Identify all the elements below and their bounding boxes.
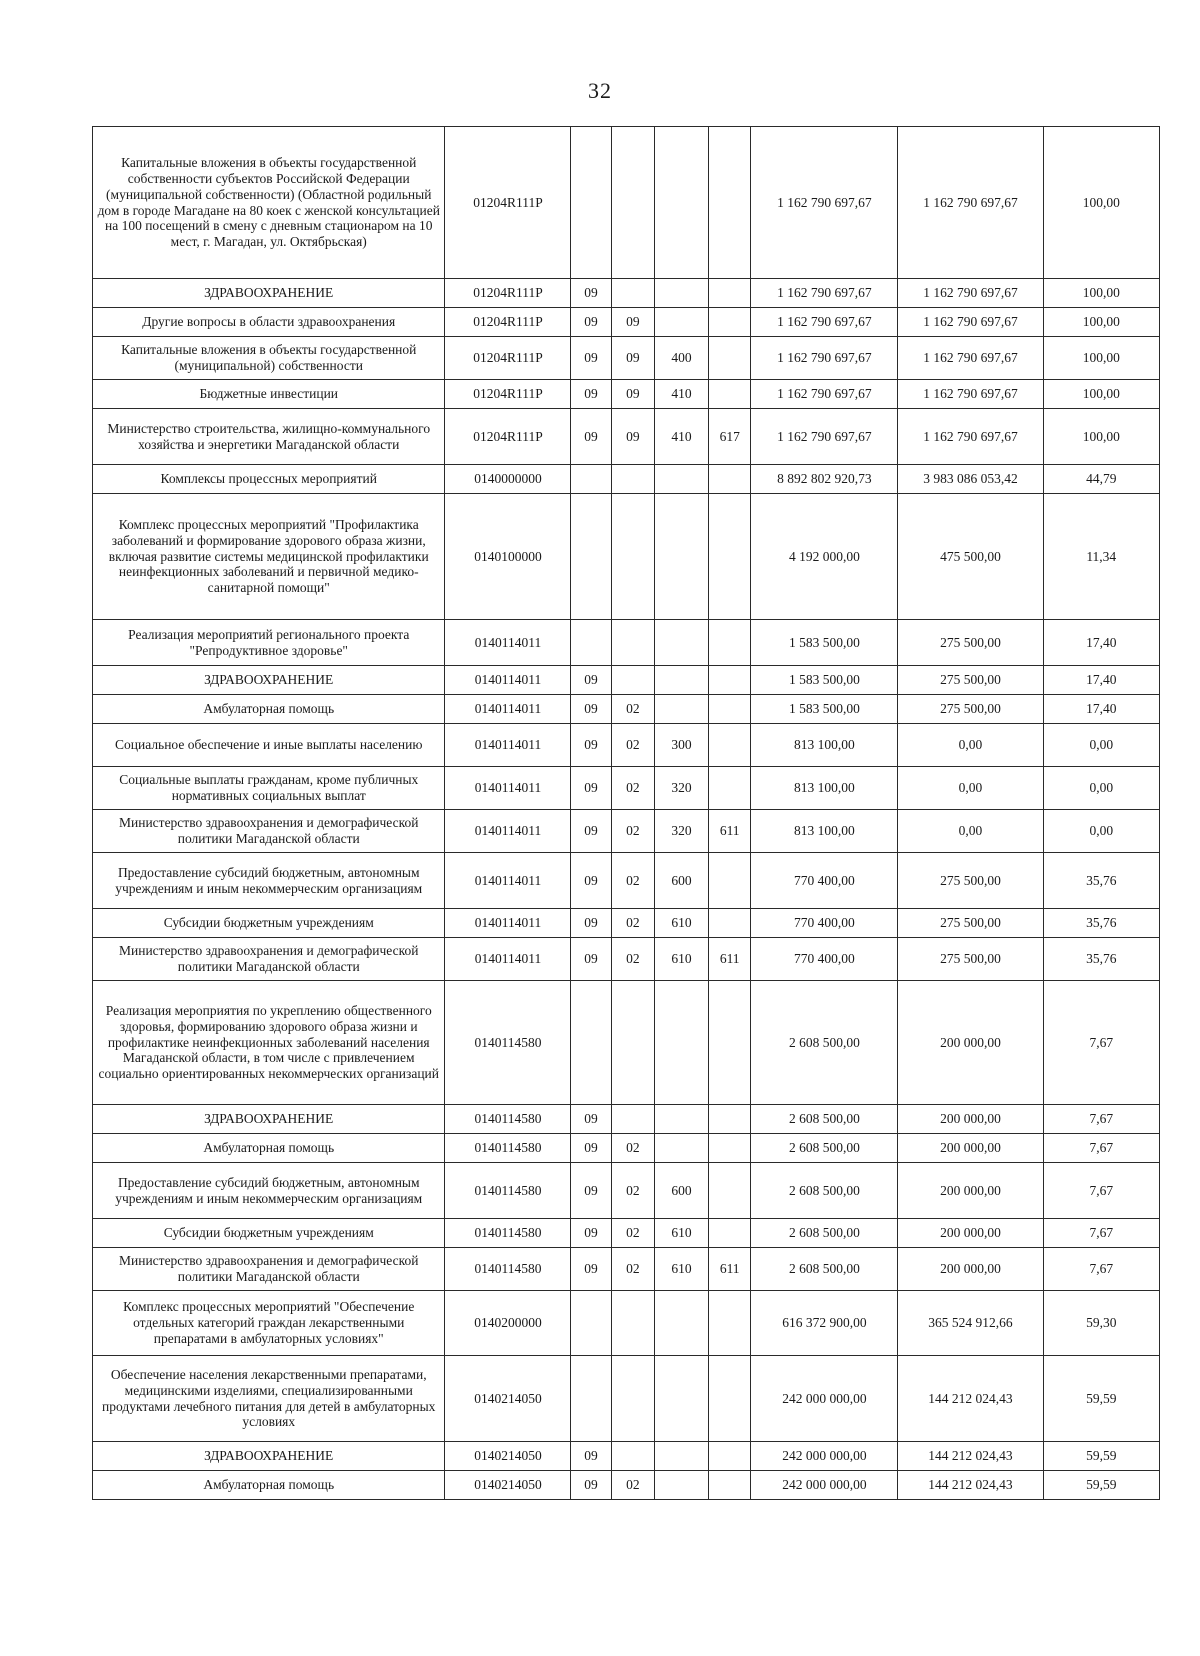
row-target-code: 0140114011 xyxy=(445,909,571,938)
row-target-code: 0140214050 xyxy=(445,1471,571,1500)
row-target-code: 01204R111P xyxy=(445,337,571,380)
table-row xyxy=(93,620,1160,666)
row-name: Социальное обеспечение и иные выплаты населению xyxy=(93,724,445,767)
row-name: Предоставление субсидий бюджетным, автономным учреждениям и иным некоммерческим организациям xyxy=(93,1163,445,1219)
row-subsection xyxy=(611,666,654,695)
row-expense-type: 610 xyxy=(655,1248,709,1291)
row-plan: 2 608 500,00 xyxy=(751,981,898,1105)
row-target-code: 0140114580 xyxy=(445,981,571,1105)
row-percent: 100,00 xyxy=(1043,279,1160,308)
table-row xyxy=(93,981,1160,1105)
row-section: 09 xyxy=(571,1442,611,1471)
table-row xyxy=(93,1248,1160,1291)
row-percent: 7,67 xyxy=(1043,1105,1160,1134)
row-admin-code xyxy=(709,853,751,909)
row-target-code: 0140214050 xyxy=(445,1442,571,1471)
row-section xyxy=(571,1291,611,1356)
table-row xyxy=(93,1105,1160,1134)
row-plan: 242 000 000,00 xyxy=(751,1442,898,1471)
row-plan: 242 000 000,00 xyxy=(751,1356,898,1442)
table-row xyxy=(93,666,1160,695)
row-subsection: 02 xyxy=(611,1248,654,1291)
row-plan: 2 608 500,00 xyxy=(751,1219,898,1248)
row-subsection xyxy=(611,494,654,620)
row-target-code: 0140114580 xyxy=(445,1219,571,1248)
row-subsection xyxy=(611,1356,654,1442)
row-subsection: 02 xyxy=(611,853,654,909)
row-subsection: 09 xyxy=(611,308,654,337)
row-fact: 200 000,00 xyxy=(898,1134,1043,1163)
row-name: Капитальные вложения в объекты государственной собственности субъектов Российской Федерации (муниципальной собственности) (Областной родильный дом в городе Магадане на 80 коек с женской консультацией на 100 посещений в смену с дневным стационаром на 10 мест, г. Магадан, ул. Октябрьская) xyxy=(93,127,445,279)
row-target-code: 0140114580 xyxy=(445,1163,571,1219)
row-subsection xyxy=(611,127,654,279)
row-percent: 59,59 xyxy=(1043,1442,1160,1471)
row-subsection xyxy=(611,1442,654,1471)
row-name: Бюджетные инвестиции xyxy=(93,380,445,409)
table-row xyxy=(93,1219,1160,1248)
row-subsection: 02 xyxy=(611,767,654,810)
row-admin-code xyxy=(709,465,751,494)
row-target-code: 0140114011 xyxy=(445,938,571,981)
row-plan: 1 583 500,00 xyxy=(751,620,898,666)
row-admin-code xyxy=(709,666,751,695)
table-row xyxy=(93,380,1160,409)
table-row xyxy=(93,909,1160,938)
row-fact: 144 212 024,43 xyxy=(898,1356,1043,1442)
row-subsection xyxy=(611,465,654,494)
row-target-code: 0140114011 xyxy=(445,767,571,810)
row-fact: 0,00 xyxy=(898,810,1043,853)
row-fact: 1 162 790 697,67 xyxy=(898,380,1043,409)
row-admin-code xyxy=(709,1442,751,1471)
row-fact: 1 162 790 697,67 xyxy=(898,279,1043,308)
row-expense-type xyxy=(655,981,709,1105)
row-expense-type xyxy=(655,127,709,279)
row-target-code: 01204R111P xyxy=(445,127,571,279)
row-plan: 1 583 500,00 xyxy=(751,695,898,724)
row-subsection: 02 xyxy=(611,695,654,724)
row-plan: 770 400,00 xyxy=(751,853,898,909)
row-expense-type: 600 xyxy=(655,1163,709,1219)
row-plan: 8 892 802 920,73 xyxy=(751,465,898,494)
row-target-code: 01204R111P xyxy=(445,308,571,337)
row-percent: 7,67 xyxy=(1043,1163,1160,1219)
table-row xyxy=(93,1442,1160,1471)
row-percent: 59,59 xyxy=(1043,1356,1160,1442)
row-expense-type: 300 xyxy=(655,724,709,767)
row-fact: 144 212 024,43 xyxy=(898,1471,1043,1500)
table-row xyxy=(93,695,1160,724)
row-target-code: 0140200000 xyxy=(445,1291,571,1356)
row-percent: 59,30 xyxy=(1043,1291,1160,1356)
row-percent: 100,00 xyxy=(1043,308,1160,337)
row-subsection: 02 xyxy=(611,1471,654,1500)
row-target-code: 0140114580 xyxy=(445,1248,571,1291)
row-expense-type: 410 xyxy=(655,380,709,409)
row-target-code: 0140114011 xyxy=(445,724,571,767)
row-section xyxy=(571,981,611,1105)
row-percent: 0,00 xyxy=(1043,767,1160,810)
row-fact: 1 162 790 697,67 xyxy=(898,127,1043,279)
row-name: Министерство строительства, жилищно-коммунального хозяйства и энергетики Магаданской области xyxy=(93,409,445,465)
row-section: 09 xyxy=(571,1248,611,1291)
row-name: Предоставление субсидий бюджетным, автономным учреждениям и иным некоммерческим организациям xyxy=(93,853,445,909)
row-subsection: 02 xyxy=(611,810,654,853)
table-row xyxy=(93,127,1160,279)
table-row xyxy=(93,465,1160,494)
row-fact: 275 500,00 xyxy=(898,853,1043,909)
row-name: Реализация мероприятий регионального проекта "Репродуктивное здоровье" xyxy=(93,620,445,666)
row-expense-type: 320 xyxy=(655,810,709,853)
row-admin-code xyxy=(709,724,751,767)
table-row xyxy=(93,724,1160,767)
table-row xyxy=(93,1471,1160,1500)
row-section: 09 xyxy=(571,1105,611,1134)
row-percent: 17,40 xyxy=(1043,695,1160,724)
row-fact: 0,00 xyxy=(898,724,1043,767)
row-expense-type xyxy=(655,465,709,494)
row-section xyxy=(571,1356,611,1442)
row-expense-type xyxy=(655,1356,709,1442)
row-section: 09 xyxy=(571,767,611,810)
row-admin-code xyxy=(709,127,751,279)
row-name: Министерство здравоохранения и демографической политики Магаданской области xyxy=(93,810,445,853)
row-section: 09 xyxy=(571,724,611,767)
row-percent: 7,67 xyxy=(1043,1219,1160,1248)
row-fact: 275 500,00 xyxy=(898,695,1043,724)
row-admin-code xyxy=(709,1356,751,1442)
row-section: 09 xyxy=(571,1471,611,1500)
row-section: 09 xyxy=(571,1134,611,1163)
row-name: Другие вопросы в области здравоохранения xyxy=(93,308,445,337)
row-expense-type: 610 xyxy=(655,1219,709,1248)
row-name: Субсидии бюджетным учреждениям xyxy=(93,909,445,938)
row-target-code: 0140214050 xyxy=(445,1356,571,1442)
row-admin-code xyxy=(709,1105,751,1134)
row-name: Комплексы процессных мероприятий xyxy=(93,465,445,494)
table-row xyxy=(93,279,1160,308)
row-name: Амбулаторная помощь xyxy=(93,695,445,724)
row-target-code: 0140114011 xyxy=(445,853,571,909)
page-number: 32 xyxy=(588,78,612,103)
row-section: 09 xyxy=(571,938,611,981)
row-plan: 1 162 790 697,67 xyxy=(751,279,898,308)
table-row xyxy=(93,1163,1160,1219)
row-section: 09 xyxy=(571,853,611,909)
row-name: ЗДРАВООХРАНЕНИЕ xyxy=(93,1105,445,1134)
row-target-code: 0140100000 xyxy=(445,494,571,620)
row-subsection: 02 xyxy=(611,909,654,938)
row-section: 09 xyxy=(571,1163,611,1219)
row-target-code: 0140114011 xyxy=(445,620,571,666)
row-fact: 275 500,00 xyxy=(898,666,1043,695)
row-subsection: 02 xyxy=(611,1134,654,1163)
row-admin-code: 617 xyxy=(709,409,751,465)
row-admin-code: 611 xyxy=(709,938,751,981)
row-name: Реализация мероприятия по укреплению общественного здоровья, формированию здорового образа жизни и профилактике неинфекционных заболеваний населения Магаданской области, в том числе с привлечением социально ориентированных некоммерческих организаций xyxy=(93,981,445,1105)
row-plan: 2 608 500,00 xyxy=(751,1163,898,1219)
row-plan: 813 100,00 xyxy=(751,724,898,767)
row-fact: 0,00 xyxy=(898,767,1043,810)
row-section: 09 xyxy=(571,380,611,409)
row-plan: 4 192 000,00 xyxy=(751,494,898,620)
row-expense-type: 320 xyxy=(655,767,709,810)
row-section: 09 xyxy=(571,695,611,724)
table-row xyxy=(93,1291,1160,1356)
row-admin-code xyxy=(709,1134,751,1163)
row-expense-type: 610 xyxy=(655,909,709,938)
row-subsection xyxy=(611,1105,654,1134)
row-section: 09 xyxy=(571,279,611,308)
row-name: Комплекс процессных мероприятий "Профилактика заболеваний и формирование здорового образа жизни, включая развитие системы медицинской профилактики неинфекционных заболеваний и первичной медико-санитарной помощи" xyxy=(93,494,445,620)
row-admin-code xyxy=(709,909,751,938)
row-expense-type xyxy=(655,1291,709,1356)
row-name: ЗДРАВООХРАНЕНИЕ xyxy=(93,666,445,695)
row-percent: 17,40 xyxy=(1043,620,1160,666)
table-row xyxy=(93,810,1160,853)
row-admin-code: 611 xyxy=(709,810,751,853)
row-section: 09 xyxy=(571,308,611,337)
row-plan: 616 372 900,00 xyxy=(751,1291,898,1356)
row-section: 09 xyxy=(571,810,611,853)
row-admin-code xyxy=(709,695,751,724)
row-percent: 7,67 xyxy=(1043,1134,1160,1163)
row-section: 09 xyxy=(571,337,611,380)
row-plan: 1 162 790 697,67 xyxy=(751,337,898,380)
row-plan: 813 100,00 xyxy=(751,767,898,810)
row-target-code: 01204R111P xyxy=(445,279,571,308)
row-percent: 100,00 xyxy=(1043,337,1160,380)
row-percent: 7,67 xyxy=(1043,1248,1160,1291)
row-fact: 200 000,00 xyxy=(898,1105,1043,1134)
row-target-code: 01204R111P xyxy=(445,409,571,465)
table-row xyxy=(93,494,1160,620)
row-admin-code xyxy=(709,380,751,409)
row-percent: 100,00 xyxy=(1043,409,1160,465)
row-name: Министерство здравоохранения и демографической политики Магаданской области xyxy=(93,1248,445,1291)
row-expense-type xyxy=(655,308,709,337)
row-target-code: 01204R111P xyxy=(445,380,571,409)
row-target-code: 0140114011 xyxy=(445,666,571,695)
row-percent: 35,76 xyxy=(1043,853,1160,909)
budget-table xyxy=(92,126,1160,1500)
row-percent: 44,79 xyxy=(1043,465,1160,494)
row-percent: 100,00 xyxy=(1043,127,1160,279)
row-percent: 0,00 xyxy=(1043,724,1160,767)
row-target-code: 0140114011 xyxy=(445,695,571,724)
table-row xyxy=(93,1356,1160,1442)
row-section: 09 xyxy=(571,666,611,695)
row-fact: 200 000,00 xyxy=(898,1248,1043,1291)
row-fact: 275 500,00 xyxy=(898,620,1043,666)
row-admin-code xyxy=(709,1219,751,1248)
row-percent: 0,00 xyxy=(1043,810,1160,853)
row-target-code: 0140114580 xyxy=(445,1105,571,1134)
row-name: Амбулаторная помощь xyxy=(93,1471,445,1500)
row-admin-code xyxy=(709,279,751,308)
row-expense-type: 610 xyxy=(655,938,709,981)
row-expense-type xyxy=(655,1471,709,1500)
row-fact: 3 983 086 053,42 xyxy=(898,465,1043,494)
row-fact: 1 162 790 697,67 xyxy=(898,308,1043,337)
row-expense-type: 410 xyxy=(655,409,709,465)
row-section xyxy=(571,494,611,620)
row-subsection xyxy=(611,620,654,666)
row-name: Обеспечение населения лекарственными препаратами, медицинскими изделиями, специализированными продуктами лечебного питания для детей в амбулаторных условиях xyxy=(93,1356,445,1442)
row-expense-type xyxy=(655,494,709,620)
row-subsection xyxy=(611,279,654,308)
row-percent: 100,00 xyxy=(1043,380,1160,409)
table-row xyxy=(93,938,1160,981)
row-admin-code xyxy=(709,1471,751,1500)
row-percent: 35,76 xyxy=(1043,938,1160,981)
row-section: 09 xyxy=(571,1219,611,1248)
row-admin-code xyxy=(709,1291,751,1356)
row-name: Субсидии бюджетным учреждениям xyxy=(93,1219,445,1248)
row-name: ЗДРАВООХРАНЕНИЕ xyxy=(93,279,445,308)
row-admin-code xyxy=(709,767,751,810)
row-plan: 1 162 790 697,67 xyxy=(751,127,898,279)
row-expense-type xyxy=(655,620,709,666)
row-name: Министерство здравоохранения и демографической политики Магаданской области xyxy=(93,938,445,981)
row-plan: 770 400,00 xyxy=(751,938,898,981)
row-fact: 1 162 790 697,67 xyxy=(898,409,1043,465)
row-percent: 7,67 xyxy=(1043,981,1160,1105)
row-expense-type xyxy=(655,695,709,724)
row-expense-type xyxy=(655,1442,709,1471)
row-name: Комплекс процессных мероприятий "Обеспечение отдельных категорий граждан лекарственными препаратами в амбулаторных условиях" xyxy=(93,1291,445,1356)
row-plan: 2 608 500,00 xyxy=(751,1105,898,1134)
row-fact: 200 000,00 xyxy=(898,1219,1043,1248)
row-subsection: 09 xyxy=(611,409,654,465)
row-percent: 17,40 xyxy=(1043,666,1160,695)
row-name: Капитальные вложения в объекты государственной (муниципальной) собственности xyxy=(93,337,445,380)
row-section: 09 xyxy=(571,409,611,465)
row-subsection: 02 xyxy=(611,1219,654,1248)
row-expense-type xyxy=(655,1105,709,1134)
row-expense-type xyxy=(655,279,709,308)
row-admin-code xyxy=(709,494,751,620)
row-name: Амбулаторная помощь xyxy=(93,1134,445,1163)
row-admin-code xyxy=(709,981,751,1105)
table-row xyxy=(93,853,1160,909)
row-percent: 11,34 xyxy=(1043,494,1160,620)
row-subsection: 02 xyxy=(611,938,654,981)
row-percent: 59,59 xyxy=(1043,1471,1160,1500)
row-subsection: 02 xyxy=(611,724,654,767)
row-plan: 770 400,00 xyxy=(751,909,898,938)
row-fact: 475 500,00 xyxy=(898,494,1043,620)
row-fact: 275 500,00 xyxy=(898,938,1043,981)
row-name: Социальные выплаты гражданам, кроме публичных нормативных социальных выплат xyxy=(93,767,445,810)
row-fact: 144 212 024,43 xyxy=(898,1442,1043,1471)
row-expense-type: 400 xyxy=(655,337,709,380)
row-plan: 813 100,00 xyxy=(751,810,898,853)
row-subsection xyxy=(611,981,654,1105)
row-admin-code xyxy=(709,620,751,666)
row-admin-code xyxy=(709,1163,751,1219)
row-section xyxy=(571,465,611,494)
table-row xyxy=(93,1134,1160,1163)
row-subsection xyxy=(611,1291,654,1356)
row-plan: 1 162 790 697,67 xyxy=(751,380,898,409)
row-expense-type xyxy=(655,666,709,695)
row-section xyxy=(571,620,611,666)
row-target-code: 0140114580 xyxy=(445,1134,571,1163)
row-expense-type: 600 xyxy=(655,853,709,909)
row-expense-type xyxy=(655,1134,709,1163)
table-row xyxy=(93,308,1160,337)
row-percent: 35,76 xyxy=(1043,909,1160,938)
row-plan: 2 608 500,00 xyxy=(751,1134,898,1163)
row-plan: 1 162 790 697,67 xyxy=(751,409,898,465)
row-fact: 365 524 912,66 xyxy=(898,1291,1043,1356)
row-subsection: 09 xyxy=(611,337,654,380)
row-fact: 1 162 790 697,67 xyxy=(898,337,1043,380)
table-row xyxy=(93,767,1160,810)
row-plan: 1 583 500,00 xyxy=(751,666,898,695)
row-plan: 1 162 790 697,67 xyxy=(751,308,898,337)
row-target-code: 0140000000 xyxy=(445,465,571,494)
row-subsection: 02 xyxy=(611,1163,654,1219)
row-target-code: 0140114011 xyxy=(445,810,571,853)
row-fact: 275 500,00 xyxy=(898,909,1043,938)
row-admin-code: 611 xyxy=(709,1248,751,1291)
row-fact: 200 000,00 xyxy=(898,1163,1043,1219)
table-row xyxy=(93,337,1160,380)
row-name: ЗДРАВООХРАНЕНИЕ xyxy=(93,1442,445,1471)
row-plan: 2 608 500,00 xyxy=(751,1248,898,1291)
row-admin-code xyxy=(709,308,751,337)
row-section xyxy=(571,127,611,279)
row-fact: 200 000,00 xyxy=(898,981,1043,1105)
row-section: 09 xyxy=(571,909,611,938)
table-row xyxy=(93,409,1160,465)
row-plan: 242 000 000,00 xyxy=(751,1471,898,1500)
row-subsection: 09 xyxy=(611,380,654,409)
row-admin-code xyxy=(709,337,751,380)
